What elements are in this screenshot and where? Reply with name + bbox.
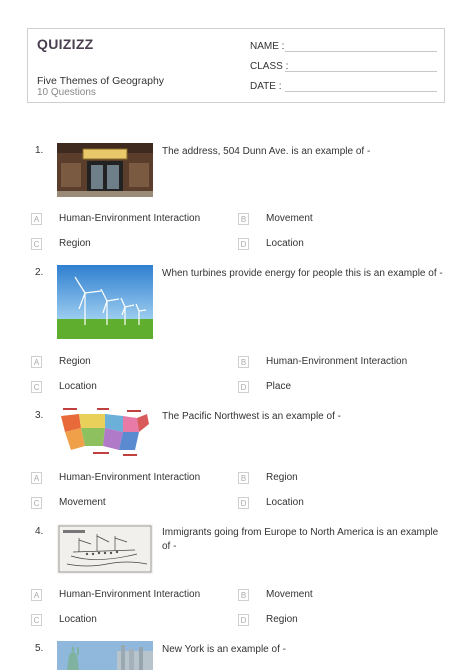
worksheet-title: Five Themes of Geography: [37, 75, 165, 87]
option-text: Location: [266, 497, 304, 508]
question-number: 5.: [35, 643, 44, 654]
class-line: [285, 71, 437, 72]
option-letter: A: [31, 356, 42, 368]
immigration-ship-sketch: [57, 524, 153, 574]
date-label: DATE :: [250, 81, 282, 92]
statue-of-liberty-photo: [57, 641, 153, 670]
option-letter: C: [31, 238, 42, 250]
option-text: Place: [266, 381, 292, 392]
date-line: [285, 91, 437, 92]
question-number: 4.: [35, 526, 44, 537]
quizizz-logo: QUIZIZZ: [37, 36, 94, 52]
option-letter: B: [238, 356, 249, 368]
option-text: Region: [266, 614, 298, 625]
option-letter: A: [31, 472, 42, 484]
option-letter: C: [31, 497, 42, 509]
option-letter: C: [31, 614, 42, 626]
option-text: Movement: [59, 497, 106, 508]
worksheet-header: [27, 28, 445, 103]
option-letter: C: [31, 381, 42, 393]
question-count: 10 Questions: [37, 87, 96, 98]
option-text: Human-Environment Interaction: [59, 472, 201, 483]
class-field[interactable]: [250, 61, 288, 72]
option-text: Movement: [266, 589, 313, 600]
question-text: The address, 504 Dunn Ave. is an example of -: [162, 146, 371, 157]
option-letter: A: [31, 213, 42, 225]
option-text: Human-Environment Interaction: [59, 589, 201, 600]
question-text: Immigrants going from Europe to North America is an example of -: [162, 527, 439, 552]
name-line: [285, 51, 437, 52]
option-letter: A: [31, 589, 42, 601]
question-text: When turbines provide energy for people this is an example of -: [162, 268, 443, 279]
question-text: The Pacific Northwest is an example of -: [162, 411, 341, 422]
option-text: Movement: [266, 213, 313, 224]
option-text: Location: [266, 238, 304, 249]
option-text: Region: [266, 472, 298, 483]
name-field[interactable]: [250, 41, 284, 52]
option-text: Region: [59, 238, 91, 249]
date-field[interactable]: [250, 81, 281, 92]
option-letter: D: [238, 497, 249, 509]
us-regions-map: [57, 406, 153, 460]
option-letter: B: [238, 472, 249, 484]
option-text: Region: [59, 356, 91, 367]
question-text: New York is an example of -: [162, 644, 286, 655]
option-text: Location: [59, 614, 97, 625]
option-letter: D: [238, 614, 249, 626]
question-number: 1.: [35, 145, 44, 156]
class-label: CLASS :: [250, 61, 289, 72]
option-text: Human-Environment Interaction: [266, 356, 408, 367]
option-text: Human-Environment Interaction: [59, 213, 201, 224]
storefront-photo: [57, 143, 153, 197]
option-letter: D: [238, 238, 249, 250]
option-letter: D: [238, 381, 249, 393]
question-number: 3.: [35, 410, 44, 421]
name-label: NAME :: [250, 41, 285, 52]
option-letter: B: [238, 589, 249, 601]
question-number: 2.: [35, 267, 44, 278]
wind-turbines-photo: [57, 265, 153, 339]
option-letter: B: [238, 213, 249, 225]
option-text: Location: [59, 381, 97, 392]
